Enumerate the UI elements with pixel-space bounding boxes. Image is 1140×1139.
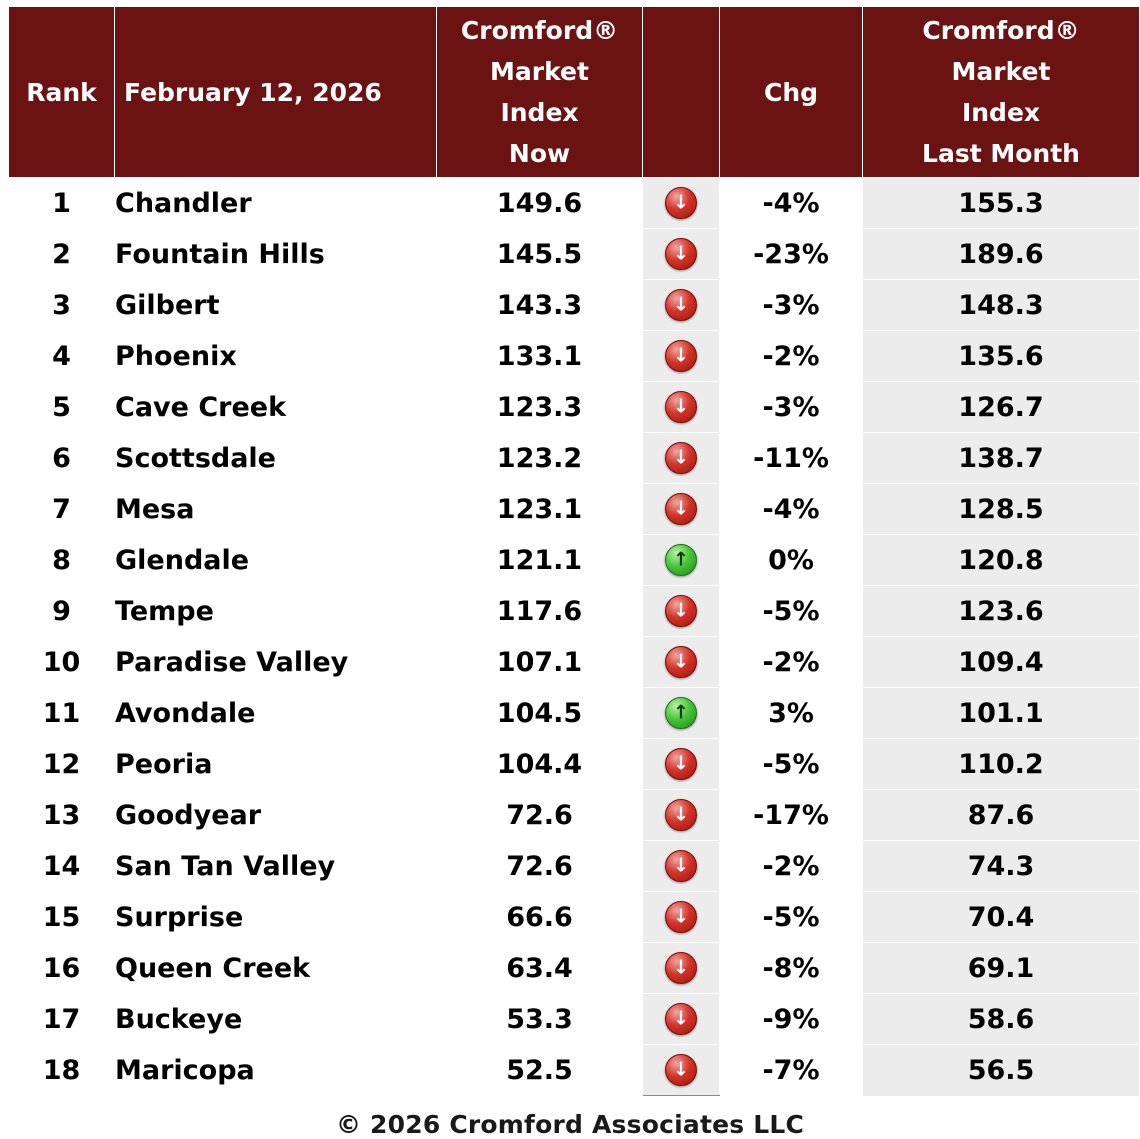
cell-index-now: 63.4 bbox=[437, 943, 643, 994]
cell-city-name: Avondale bbox=[115, 688, 437, 739]
cell-change: -17% bbox=[720, 790, 863, 841]
table-row bbox=[9, 637, 1140, 688]
cell-rank: 3 bbox=[9, 280, 115, 331]
cell-index-now: 52.5 bbox=[437, 1045, 643, 1096]
arrow-glyph: ↓ bbox=[673, 446, 689, 469]
header-index-now-line-4: Now bbox=[508, 139, 571, 168]
down-arrow-icon bbox=[665, 391, 697, 423]
header-index-last-line-1: Cromford® bbox=[922, 16, 1080, 45]
cell-change: -5% bbox=[720, 586, 863, 637]
cell-change: -2% bbox=[720, 637, 863, 688]
down-arrow-icon bbox=[665, 901, 697, 933]
cell-direction bbox=[643, 229, 720, 280]
arrow-glyph: ↓ bbox=[673, 1058, 689, 1081]
arrow-glyph: ↓ bbox=[673, 803, 689, 826]
cell-index-last-month: 120.8 bbox=[863, 535, 1140, 586]
cell-index-last-month: 138.7 bbox=[863, 433, 1140, 484]
cell-city-name: Queen Creek bbox=[115, 943, 437, 994]
table-row bbox=[9, 280, 1140, 331]
cell-change: 0% bbox=[720, 535, 863, 586]
table-body bbox=[9, 178, 1140, 1096]
cell-direction bbox=[643, 841, 720, 892]
cell-index-now: 121.1 bbox=[437, 535, 643, 586]
up-arrow-icon bbox=[665, 544, 697, 576]
down-arrow-icon bbox=[665, 748, 697, 780]
market-index-table bbox=[8, 6, 1140, 1096]
cell-index-now: 133.1 bbox=[437, 331, 643, 382]
down-arrow-icon bbox=[665, 1003, 697, 1035]
table-row bbox=[9, 994, 1140, 1045]
header-index-now-line-3: Index bbox=[500, 98, 579, 127]
table-row bbox=[9, 739, 1140, 790]
cell-city-name: Paradise Valley bbox=[115, 637, 437, 688]
cell-rank: 16 bbox=[9, 943, 115, 994]
arrow-glyph: ↓ bbox=[673, 905, 689, 928]
header-row bbox=[9, 7, 1140, 178]
cell-index-last-month: 69.1 bbox=[863, 943, 1140, 994]
up-arrow-icon bbox=[665, 697, 697, 729]
table-row bbox=[9, 892, 1140, 943]
cell-city-name: Fountain Hills bbox=[115, 229, 437, 280]
cell-direction bbox=[643, 535, 720, 586]
cell-change: -11% bbox=[720, 433, 863, 484]
down-arrow-icon bbox=[665, 595, 697, 627]
cell-index-now: 123.1 bbox=[437, 484, 643, 535]
cell-city-name: Surprise bbox=[115, 892, 437, 943]
cell-city-name: Glendale bbox=[115, 535, 437, 586]
cell-direction bbox=[643, 739, 720, 790]
cell-rank: 4 bbox=[9, 331, 115, 382]
cell-city-name: Maricopa bbox=[115, 1045, 437, 1096]
cell-rank: 1 bbox=[9, 178, 115, 229]
cell-change: -23% bbox=[720, 229, 863, 280]
arrow-glyph: ↓ bbox=[673, 344, 689, 367]
cell-rank: 14 bbox=[9, 841, 115, 892]
cell-direction bbox=[643, 280, 720, 331]
cell-index-now: 104.5 bbox=[437, 688, 643, 739]
arrow-glyph: ↓ bbox=[673, 191, 689, 214]
down-arrow-icon bbox=[665, 799, 697, 831]
down-arrow-icon bbox=[665, 1054, 697, 1086]
cell-change: -2% bbox=[720, 331, 863, 382]
cell-city-name: Goodyear bbox=[115, 790, 437, 841]
cell-index-last-month: 101.1 bbox=[863, 688, 1140, 739]
cell-change: -7% bbox=[720, 1045, 863, 1096]
table-row bbox=[9, 178, 1140, 229]
cell-index-last-month: 135.6 bbox=[863, 331, 1140, 382]
cell-rank: 6 bbox=[9, 433, 115, 484]
table-row bbox=[9, 382, 1140, 433]
cell-direction bbox=[643, 331, 720, 382]
cell-index-last-month: 87.6 bbox=[863, 790, 1140, 841]
table-row bbox=[9, 688, 1140, 739]
header-index-last-line-2: Market bbox=[951, 57, 1051, 86]
down-arrow-icon bbox=[665, 187, 697, 219]
table-row bbox=[9, 229, 1140, 280]
cell-index-last-month: 126.7 bbox=[863, 382, 1140, 433]
table-row bbox=[9, 841, 1140, 892]
table-row bbox=[9, 943, 1140, 994]
table-row bbox=[9, 1045, 1140, 1096]
header-index-now bbox=[437, 7, 643, 178]
cell-index-last-month: 148.3 bbox=[863, 280, 1140, 331]
cell-change: 3% bbox=[720, 688, 863, 739]
cell-index-now: 72.6 bbox=[437, 790, 643, 841]
copyright-footer: © 2026 Cromford Associates LLC bbox=[335, 1110, 805, 1139]
cell-index-last-month: 74.3 bbox=[863, 841, 1140, 892]
cell-change: -9% bbox=[720, 994, 863, 1045]
cell-rank: 7 bbox=[9, 484, 115, 535]
header-change: Chg bbox=[720, 7, 863, 178]
header-index-last-month bbox=[863, 7, 1140, 178]
header-index-now-line-2: Market bbox=[490, 57, 589, 86]
cell-city-name: Scottsdale bbox=[115, 433, 437, 484]
cell-city-name: Mesa bbox=[115, 484, 437, 535]
table-row bbox=[9, 484, 1140, 535]
arrow-glyph: ↓ bbox=[673, 650, 689, 673]
cell-city-name: Tempe bbox=[115, 586, 437, 637]
cell-change: -3% bbox=[720, 280, 863, 331]
arrow-glyph: ↓ bbox=[673, 497, 689, 520]
table-row bbox=[9, 535, 1140, 586]
cell-direction bbox=[643, 484, 720, 535]
down-arrow-icon bbox=[665, 289, 697, 321]
cell-direction bbox=[643, 586, 720, 637]
header-index-now-line-1: Cromford® bbox=[460, 16, 619, 45]
cell-direction bbox=[643, 892, 720, 943]
cell-index-last-month: 128.5 bbox=[863, 484, 1140, 535]
cell-direction bbox=[643, 688, 720, 739]
cell-index-now: 143.3 bbox=[437, 280, 643, 331]
cell-index-now: 104.4 bbox=[437, 739, 643, 790]
table-header bbox=[9, 7, 1140, 178]
cell-index-now: 53.3 bbox=[437, 994, 643, 1045]
cell-index-now: 66.6 bbox=[437, 892, 643, 943]
header-rank: Rank bbox=[9, 7, 115, 178]
cell-direction bbox=[643, 178, 720, 229]
cell-rank: 18 bbox=[9, 1045, 115, 1096]
cell-change: -5% bbox=[720, 739, 863, 790]
cell-rank: 17 bbox=[9, 994, 115, 1045]
header-date: February 12, 2026 bbox=[115, 7, 437, 178]
cell-index-last-month: 155.3 bbox=[863, 178, 1140, 229]
cell-index-now: 72.6 bbox=[437, 841, 643, 892]
table-row bbox=[9, 790, 1140, 841]
down-arrow-icon bbox=[665, 340, 697, 372]
cell-index-now: 107.1 bbox=[437, 637, 643, 688]
cell-city-name: San Tan Valley bbox=[115, 841, 437, 892]
arrow-glyph: ↓ bbox=[673, 854, 689, 877]
arrow-glyph: ↑ bbox=[673, 701, 689, 724]
arrow-glyph: ↓ bbox=[673, 599, 689, 622]
cell-city-name: Phoenix bbox=[115, 331, 437, 382]
cell-index-now: 123.2 bbox=[437, 433, 643, 484]
down-arrow-icon bbox=[665, 493, 697, 525]
arrow-glyph: ↓ bbox=[673, 752, 689, 775]
cell-city-name: Gilbert bbox=[115, 280, 437, 331]
down-arrow-icon bbox=[665, 238, 697, 270]
cell-index-last-month: 58.6 bbox=[863, 994, 1140, 1045]
arrow-glyph: ↑ bbox=[673, 548, 689, 571]
cell-index-now: 117.6 bbox=[437, 586, 643, 637]
header-direction bbox=[643, 7, 720, 178]
cell-index-last-month: 110.2 bbox=[863, 739, 1140, 790]
cell-index-now: 145.5 bbox=[437, 229, 643, 280]
cell-index-last-month: 70.4 bbox=[863, 892, 1140, 943]
cell-direction bbox=[643, 994, 720, 1045]
table-row bbox=[9, 586, 1140, 637]
cell-change: -8% bbox=[720, 943, 863, 994]
cell-index-now: 123.3 bbox=[437, 382, 643, 433]
cell-index-last-month: 109.4 bbox=[863, 637, 1140, 688]
cell-direction bbox=[643, 790, 720, 841]
down-arrow-icon bbox=[665, 850, 697, 882]
arrow-glyph: ↓ bbox=[673, 395, 689, 418]
arrow-glyph: ↓ bbox=[673, 293, 689, 316]
arrow-glyph: ↓ bbox=[673, 242, 689, 265]
table-row bbox=[9, 331, 1140, 382]
cell-direction bbox=[643, 382, 720, 433]
cell-direction bbox=[643, 943, 720, 994]
header-index-last-line-3: Index bbox=[961, 98, 1041, 127]
arrow-glyph: ↓ bbox=[673, 956, 689, 979]
cell-change: -4% bbox=[720, 178, 863, 229]
down-arrow-icon bbox=[665, 952, 697, 984]
cell-change: -2% bbox=[720, 841, 863, 892]
cell-index-last-month: 189.6 bbox=[863, 229, 1140, 280]
cell-rank: 9 bbox=[9, 586, 115, 637]
cell-city-name: Chandler bbox=[115, 178, 437, 229]
cell-change: -4% bbox=[720, 484, 863, 535]
cell-index-last-month: 56.5 bbox=[863, 1045, 1140, 1096]
down-arrow-icon bbox=[665, 646, 697, 678]
cell-rank: 8 bbox=[9, 535, 115, 586]
cell-change: -5% bbox=[720, 892, 863, 943]
cell-rank: 11 bbox=[9, 688, 115, 739]
table-row bbox=[9, 433, 1140, 484]
cell-change: -3% bbox=[720, 382, 863, 433]
cell-rank: 2 bbox=[9, 229, 115, 280]
header-index-last-line-4: Last Month bbox=[922, 139, 1080, 168]
cell-rank: 10 bbox=[9, 637, 115, 688]
cell-direction bbox=[643, 433, 720, 484]
cell-rank: 13 bbox=[9, 790, 115, 841]
down-arrow-icon bbox=[665, 442, 697, 474]
cell-index-now: 149.6 bbox=[437, 178, 643, 229]
cell-direction bbox=[643, 1045, 720, 1096]
cell-city-name: Peoria bbox=[115, 739, 437, 790]
cell-rank: 12 bbox=[9, 739, 115, 790]
cell-rank: 15 bbox=[9, 892, 115, 943]
cell-direction bbox=[643, 637, 720, 688]
cell-city-name: Cave Creek bbox=[115, 382, 437, 433]
cell-index-last-month: 123.6 bbox=[863, 586, 1140, 637]
arrow-glyph: ↓ bbox=[673, 1007, 689, 1030]
cell-city-name: Buckeye bbox=[115, 994, 437, 1045]
cell-rank: 5 bbox=[9, 382, 115, 433]
